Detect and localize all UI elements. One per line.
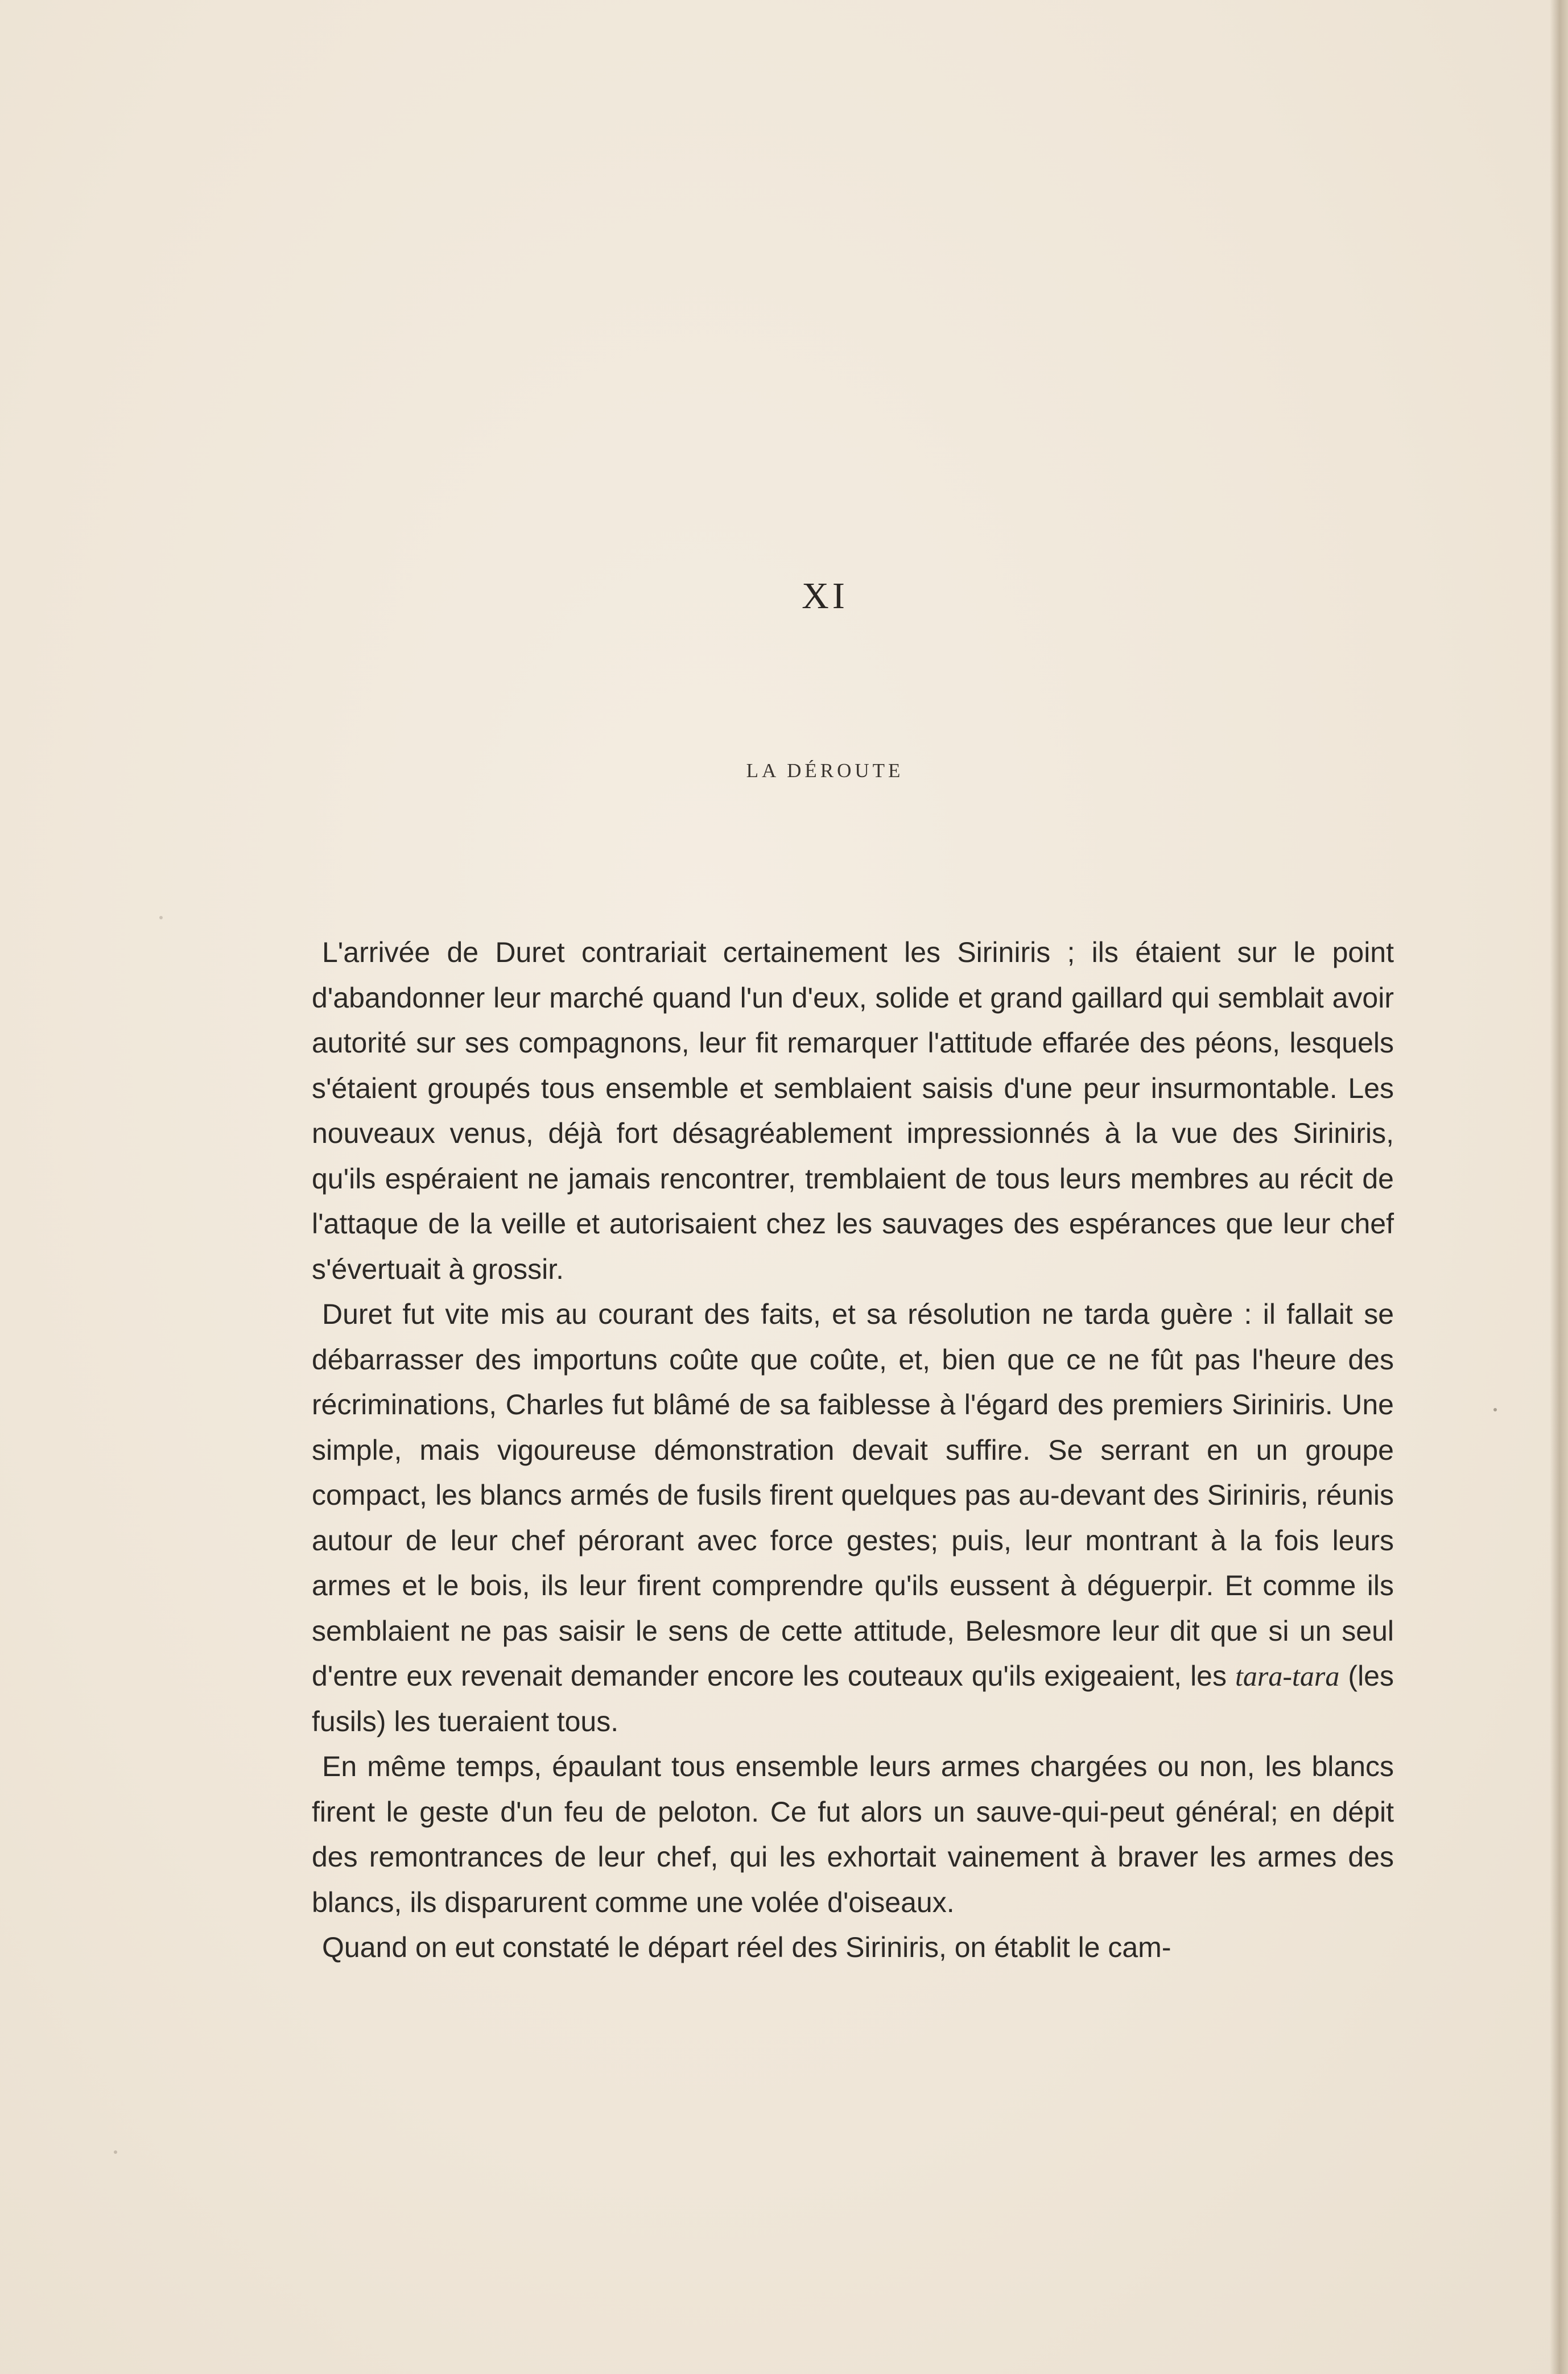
chapter-number: XI xyxy=(802,575,848,617)
paper-speck xyxy=(114,2150,117,2154)
paragraph-3: En même temps, épaulant tous ensemble leurs armes chargées ou non, les blancs firent le geste d'un feu de peloton. Ce fut alors un sauve-qui-peut général; en dépit des remontrances de leur chef, qui les exhortait vainement à braver les armes des blancs, ils disparurent comme une volée d'oiseaux. xyxy=(312,1750,1394,1918)
paragraph-2-italic: tara-tara xyxy=(1235,1660,1340,1692)
chapter-title: LA DÉROUTE xyxy=(746,759,904,782)
paper-speck xyxy=(159,916,163,919)
paragraph-2 xyxy=(312,1292,1394,1744)
paragraph-2-text: Duret fut vite mis au courant des faits, et sa résolution ne tarda guère : il fallait se débarrasser des importuns coûte que coûte, et, bien que ce ne fût pas l'heure des récriminations, Charles fut blâmé de sa faiblesse à l'égard des premiers Siriniris. Une simple, mais vigoureuse démonstration devait suffire. Se serrant en un groupe compact, les blancs armés de fusils firent quelques pas au-devant des Siriniris, réunis autour de leur chef pérorant avec force gestes; puis, leur montrant à la fois leurs armes et le bois, ils leur firent comprendre qu'ils eussent à déguerpir. Et comme ils semblaient ne pas saisir le sens de cette attitude, Belesmore leur dit que si un seul d'entre eux revenait demander encore les couteaux qu'ils exigeaient, les xyxy=(312,1298,1394,1692)
chapter-body xyxy=(312,930,1394,1971)
paragraph-1: L'arrivée de Duret contrariait certainement les Siriniris ; ils étaient sur le point d'abandonner leur marché quand l'un d'eux, solide et grand gaillard qui semblait avoir autorité sur ses compagnons, leur fit remarquer l'attitude effarée des péons, lesquels s'étaient groupés tous ensemble et semblaient saisis d'une peur insurmontable. Les nouveaux venus, déjà fort désagréablement impressionnés à la vue des Siriniris, qu'ils espéraient ne jamais rencontrer, tremblaient de tous leurs membres au récit de l'attaque de la veille et autorisaient chez les sauvages des espérances que leur chef s'évertuait à grossir. xyxy=(312,936,1394,1285)
page-edge-shadow xyxy=(1550,0,1568,2374)
paragraph-4: Quand on eut constaté le départ réel des Siriniris, on établit le cam- xyxy=(322,1931,1171,1963)
paper-speck xyxy=(1493,1408,1497,1411)
paragraph-2-text-after: (les fusils) les tueraient tous. xyxy=(312,1660,1394,1737)
